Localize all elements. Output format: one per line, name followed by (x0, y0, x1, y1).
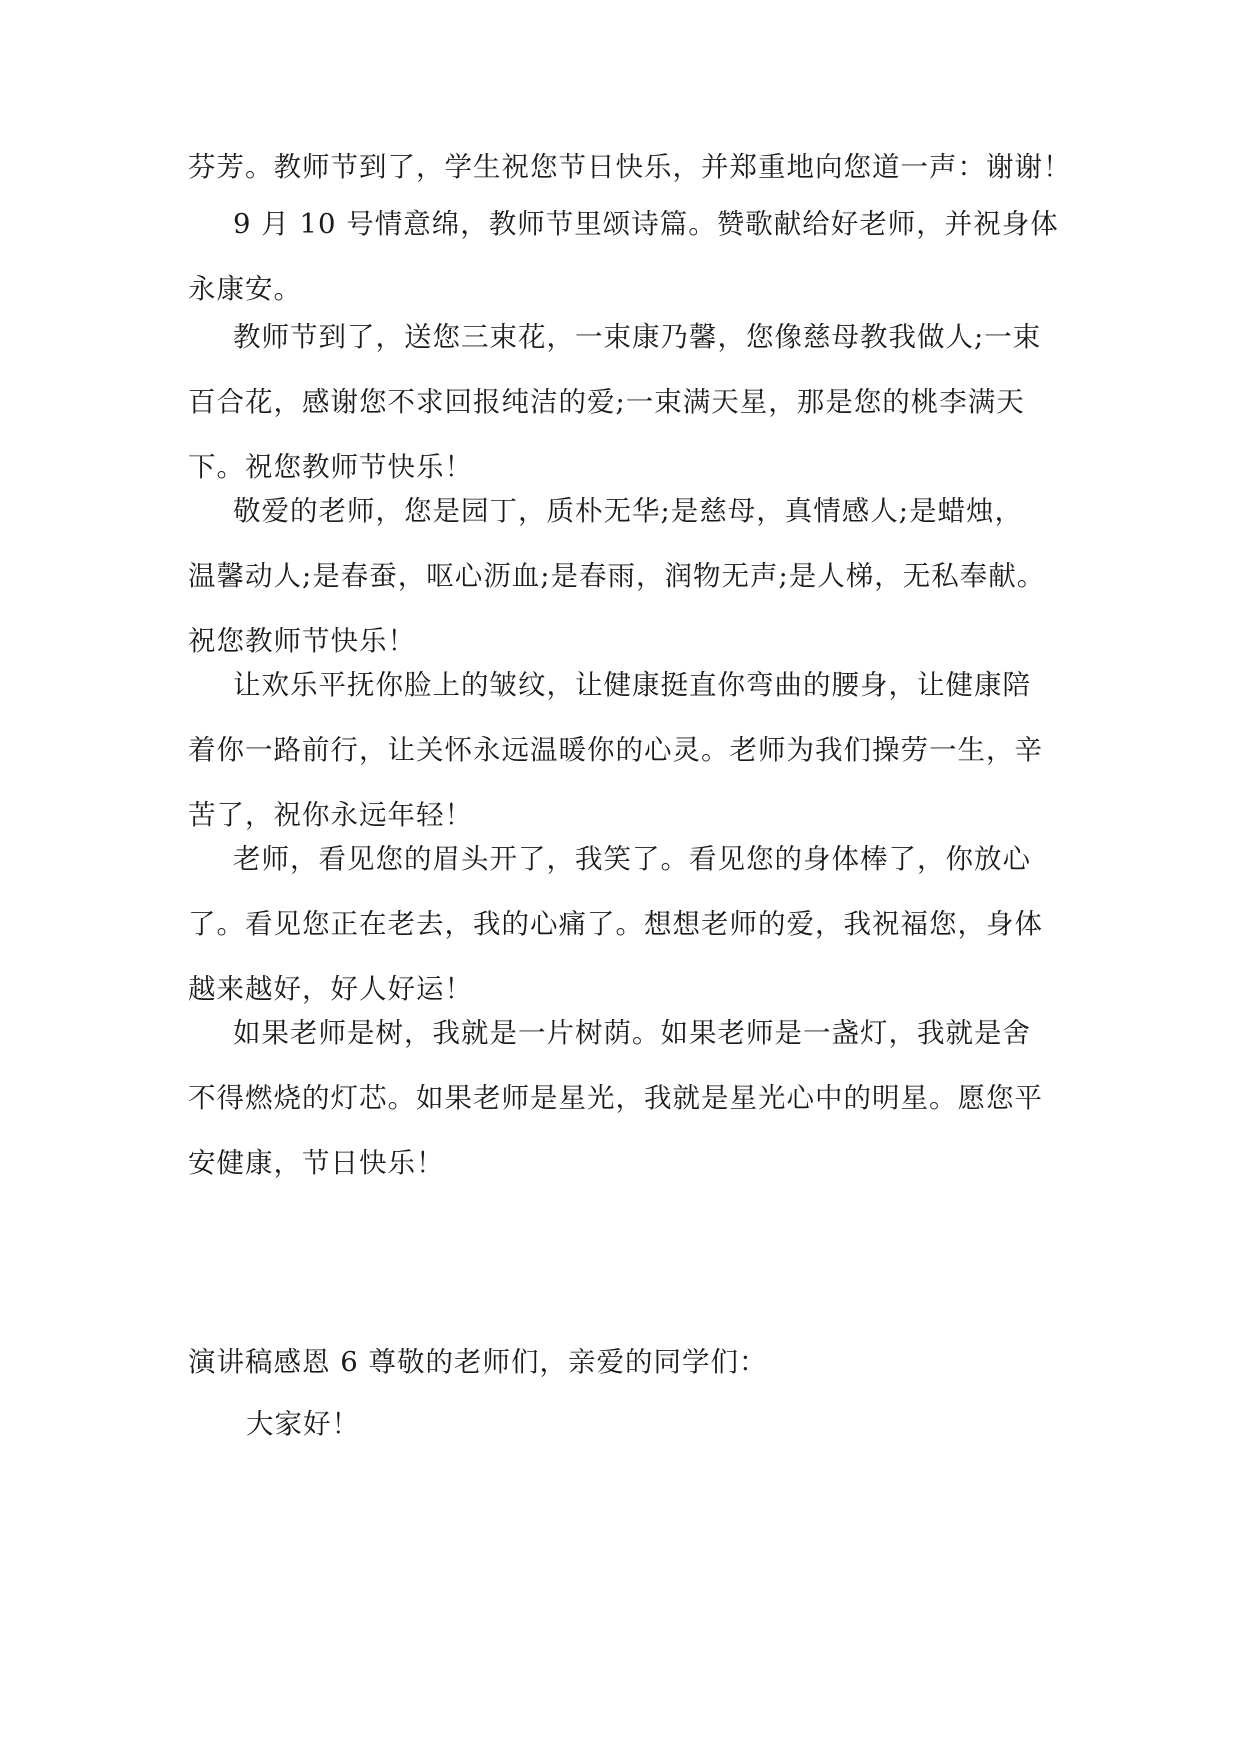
text-line: 9 月 10 号情意绵，教师节里颂诗篇。赞歌献给好老师，并祝身体 (233, 208, 1059, 240)
text-line: 越来越好，好人好运！ (188, 973, 473, 1005)
text-line: 老师，看见您的眉头开了，我笑了。看见您的身体棒了，你放心 (233, 843, 1031, 875)
text-line: 让欢乐平抚你脸上的皱纹，让健康挺直你弯曲的腰身，让健康陪 (233, 669, 1031, 701)
paragraph-teacher-smile (188, 827, 1068, 1022)
speech-greeting: 大家好！ (246, 1408, 360, 1440)
paragraph-continuation (188, 135, 1072, 200)
text-line: 教师节到了，送您三束花，一束康乃馨，您像慈母教我做人;一束 (233, 321, 1042, 353)
text-line: 百合花，感谢您不求回报纯洁的爱;一束满天星，那是您的桃李满天 (188, 386, 1025, 418)
text-line: 如果老师是树，我就是一片树荫。如果老师是一盏灯，我就是舍 (233, 1017, 1031, 1049)
text-line: 下。祝您教师节快乐！ (188, 451, 473, 483)
speech-heading: 演讲稿感恩 6 尊敬的老师们，亲爱的同学们： (188, 1346, 768, 1378)
paragraph-joy-and-health (188, 653, 1068, 848)
speech-greeting-block (188, 1392, 1068, 1457)
text-line: 芬芳。教师节到了，学生祝您节日快乐，并郑重地向您道一声：谢谢！ (188, 151, 1072, 183)
paragraph-respected-teacher (188, 479, 1068, 674)
text-line: 安健康，节日快乐！ (188, 1147, 445, 1179)
text-line: 着你一路前行，让关怀永远温暖你的心灵。老师为我们操劳一生，辛 (188, 734, 1043, 766)
text-line: 温馨动人;是春蚕，呕心沥血;是春雨，润物无声;是人梯，无私奉献。 (188, 560, 1046, 592)
text-line: 敬爱的老师，您是园丁，质朴无华;是慈母，真情感人;是蜡烛， (233, 495, 1024, 527)
text-line: 苦了，祝你永远年轻！ (188, 799, 473, 831)
paragraph-teachers-day-poem (188, 192, 1068, 322)
text-line: 了。看见您正在老去，我的心痛了。想想老师的爱，我祝福您，身体 (188, 908, 1043, 940)
paragraph-if-teacher-is-tree (188, 1001, 1068, 1196)
speech-section (188, 1330, 1068, 1395)
paragraph-three-flowers (188, 305, 1068, 500)
text-line: 祝您教师节快乐！ (188, 625, 416, 657)
text-line: 永康安。 (188, 273, 302, 305)
text-line: 不得燃烧的灯芯。如果老师是星光，我就是星光心中的明星。愿您平 (188, 1082, 1043, 1114)
